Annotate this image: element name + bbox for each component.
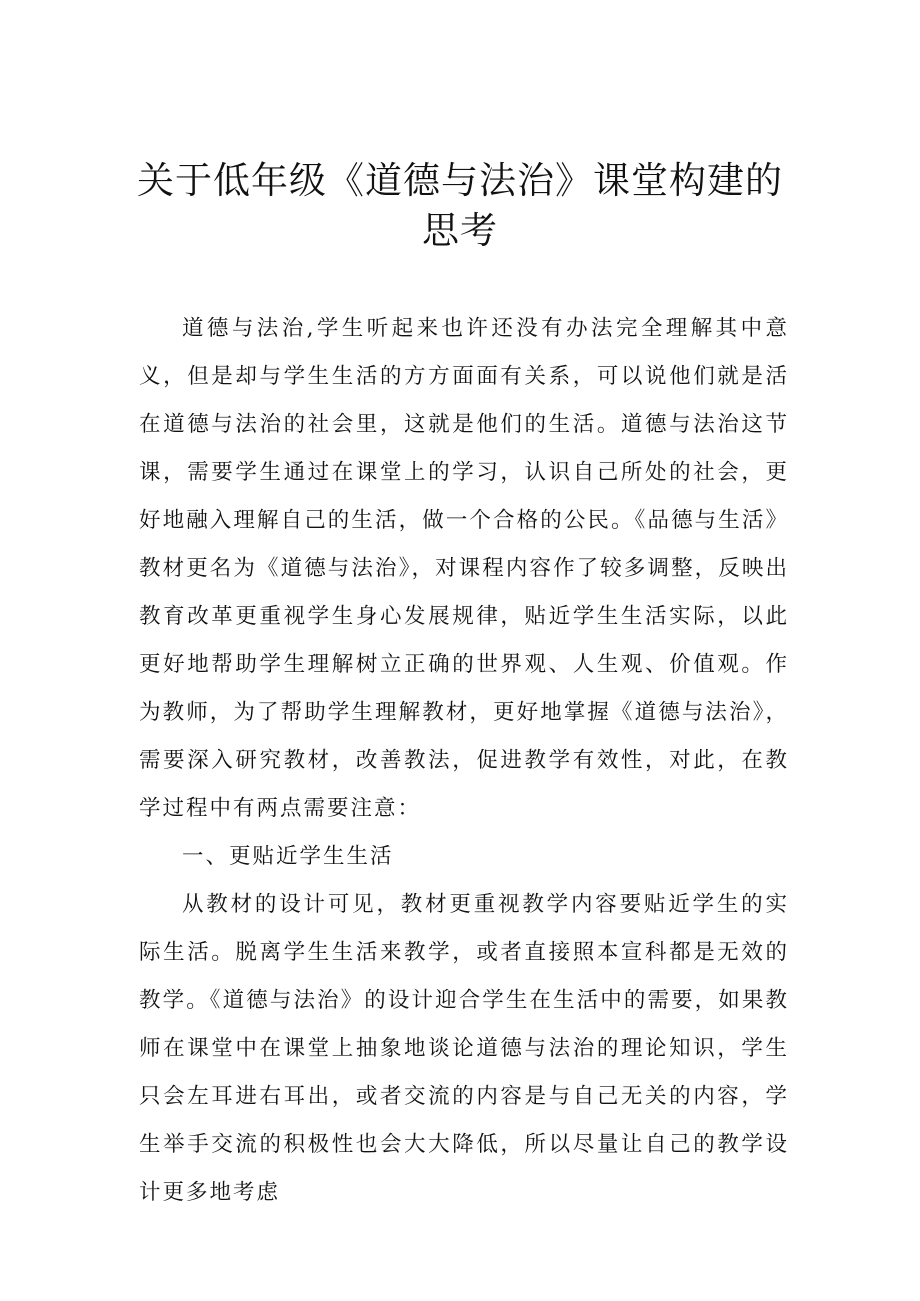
document-body: [139, 305, 789, 1217]
section-heading: 一、更贴近学生生活: [182, 844, 394, 869]
document-title: 关于低年级《道德与法治》课堂构建的思考: [137, 159, 783, 252]
section-paragraph: 从教材的设计可见，教材更重视教学内容要贴近学生的实际生活。脱离学生生活来教学，或者直接照本宣科都是无效的教学。《道德与法治》的设计迎合学生在生活中的需要，如果教师在课堂中在课堂上抽象地谈论道德与法治的理论知识，学生只会左耳进右耳出，或者交流的内容是与自己无关的内容，学生举手交流的积极性也会大大降低，所以尽量让自己的教学设计更多地考虑: [139, 892, 789, 1205]
intro-paragraph: 道德与法治,学生听起来也许还没有办法完全理解其中意义，但是却与学生生活的方方面面有关系，可以说他们就是活在道德与法治的社会里，这就是他们的生活。道德与法治这节课，需要学生通过在课堂上的学习，认识自己所处的社会，更好地融入理解自己的生活，做一个合格的公民。《品德与生活》教材更名为《道德与法治》，对课程内容作了较多调整，反映出教育改革更重视学生身心发展规律，贴近学生生活实际，以此更好地帮助学生理解树立正确的世界观、人生观、价值观。作为教师，为了帮助学生理解教材，更好地掌握《道德与法治》，需要深入研究教材，改善教法，促进教学有效性，对此，在教学过程中有两点需要注意：: [139, 316, 789, 821]
